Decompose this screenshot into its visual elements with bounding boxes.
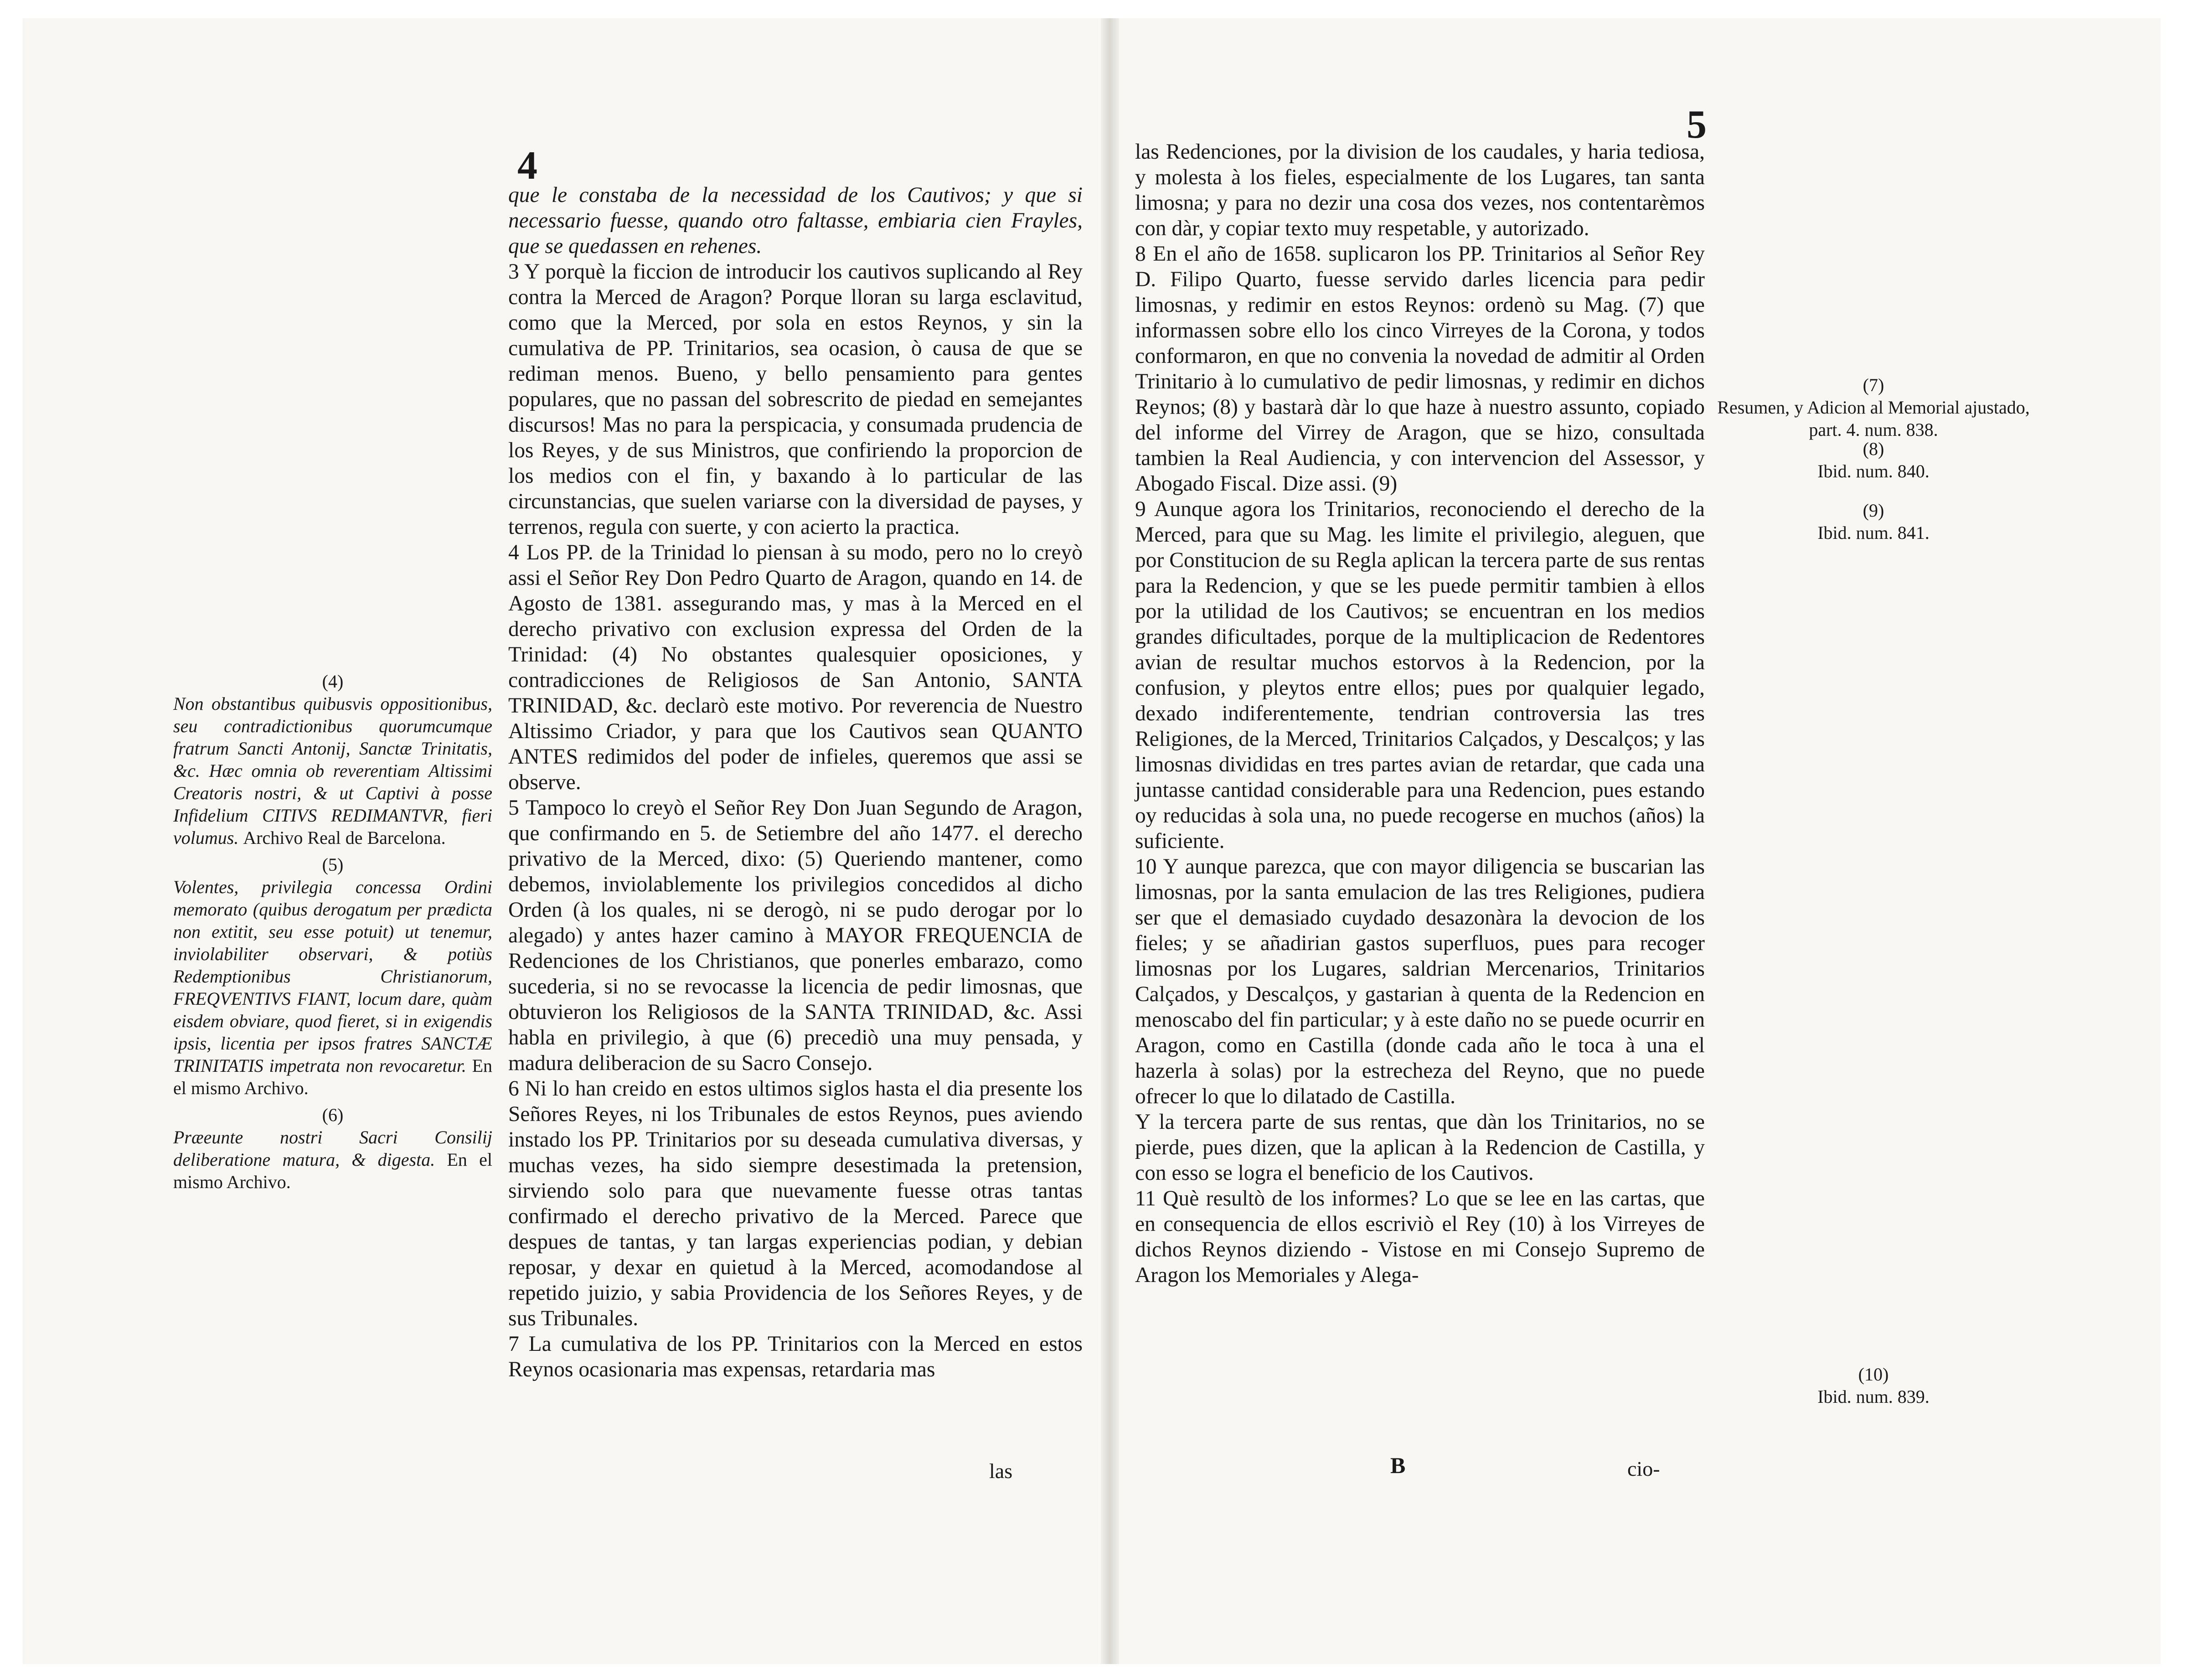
right-note-10 (1705, 1363, 2042, 1408)
paragraph: 5 Tampoco lo creyò el Señor Rey Don Juan Segundo de Aragon, que confirmando en 5. de Setiembre del año 1477. el derecho privativo de la Merced, dixo: (5) Queriendo mantener, como debemos, inviolablemente los privilegios concedidos al dicho Orden (à los quales, ni se derogò, ni se pudo derogar por lo alegado) y antes hazer camino à MAYOR FREQUENCIA de Redenciones de los Christianos, que ponerles embarazo, como sucederia, si no se revocasse la licencia de pedir limosnas, que obtuvieron los Religiosos de la SANTA TRINIDAD, &c. Assi habla en privilegio, à que (6) precediò una muy pensada, y madura deliberacion de su Sacro Consejo. (508, 796, 1083, 1075)
right-note-8 (1705, 438, 2042, 482)
note-label: (5) (322, 854, 344, 875)
paragraph: 3 Y porquè la ficcion de introducir los cautivos suplicando al Rey contra la Merced de Aragon? Porque lloran su larga esclavitud, como que la Merced, por sola en estos Reynos, y sin la cumulativa de PP. Trinitarios, sea ocasion, ò causa de que se rediman menos. Bueno, y bello pensamiento para gentes populares, que no passan del sobrescrito de piedad en semejantes discursos! Mas no para la perspicacia, y consumada prudencia de los Reyes, y de sus Ministros, que confiriendo la proporcion de los medios con el fin, y baxando à lo particular de las circunstancias, que suelen variarse con la diversidad de payses, y terrenos, regula con suerte, y con acierto la practica. (508, 260, 1083, 539)
paragraph: que le constaba de la necessidad de los Cautivos; y que si necessario fuesse, quando otro faltasse, embiaria cien Frayles, que se quedassen en rehenes. (508, 183, 1083, 258)
note-label: (8) (1863, 439, 1884, 459)
paragraph: 8 En el año de 1658. suplicaron los PP. Trinitarios al Señor Rey D. Filipo Quarto, fuesse servido darles licencia para pedir limosnas, y redimir en estos Reynos: ordenò su Mag. (7) que informassen sobre ello los cinco Virreyes de la Corona, y todos conformaron, en que no convenia la novedad de admitir al Orden Trinitario à lo cumulativo de pedir limosnas, y redimir en dichos Reynos; (8) y bastarà dàr lo que haze à nuestro assunto, copiado del informe del Virrey de Aragon, que se hizo, consultada tambien la Real Audiencia, y con intervencion del Assessor, y Abogado Fiscal. Dize assi. (9) (1135, 242, 1705, 496)
paragraph: las Redenciones, por la division de los caudales, y haria tediosa, y molesta à los fieles, especialmente de los Lugares, tan santa limosna; y para no dezir una cosa dos vezes, nos contentarèmos con dàr, y copiar texto muy respetable, y autorizado. (1135, 140, 1705, 240)
note-label: (6) (322, 1105, 344, 1125)
note-text: Præeunte nostri Sacri Consilij deliberatione matura, & digesta. En el mismo Archivo. (173, 1127, 492, 1192)
left-catchword: las (989, 1459, 1013, 1483)
signature-mark: B (1390, 1453, 1406, 1478)
note-label: (4) (322, 671, 344, 692)
note-label: (9) (1863, 500, 1884, 521)
right-note-9 (1705, 499, 2042, 544)
paragraph: 10 Y aunque parezca, que con mayor diligencia se buscarian las limosnas, por la santa emulacion de las tres Religiones, pudiera ser que el demasiado cuydado desazonàra la devocion de los fieles; y se añadirian gastos superfluos, pues para recoger limosnas por los Lugares, saldrian Mercenarios, Trinitarios Calçados, y Descalços, y gastarian à quenta de la Redencion en menoscabo del fin particular; y à este daño no se puede ocurrir en Aragon, como en Castilla (donde cada año le toca à una el hazerla à solas) por la estrecheza del Reyno, que no puede ofrecer lo que lo dilatado de Castilla. (1135, 855, 1705, 1108)
paragraph: 9 Aunque agora los Trinitarios, reconociendo el derecho de la Merced, para que su Mag. les limite el privilegio, aleguen, que por Constitucion de su Regla aplican la tercera parte de sus rentas para la Redencion, y que se les puede permitir tambien à ellos por la utilidad de los Cautivos; se encuentran en los medios grandes dificultades, porque de la multiplicacion de Redentores avian de resultar muchos estorvos à la Redencion, por la confusion, y pleytos entre ellos; pues por qualquier legado, dexado indiferentemente, tendrian controversia las tres Religiones, de la Merced, Trinitarios Calçados, y Descalços; y las limosnas divididas en tres partes avian de retardar, que cada una juntasse cantidad considerable para una Redencion, pues estando oy reducidas à sola una, no puede recogerse en muchos (años) la suficiente. (1135, 497, 1705, 853)
left-margin-notes (173, 670, 492, 1198)
paragraph: 7 La cumulativa de los PP. Trinitarios con la Merced en estos Reynos ocasionaria mas expensas, retardaria mas (508, 1332, 1083, 1381)
paragraph: 11 Què resultò de los informes? Lo que se lee en las cartas, que en consequencia de ellos escriviò el Rey (10) à los Virreyes de dichos Reynos diziendo - Vistose en mi Consejo Supremo de Aragon los Memoriales y Alega- (1135, 1187, 1705, 1287)
paragraph: 4 Los PP. de la Trinidad lo piensan à su modo, pero no lo creyò assi el Señor Rey Don Pedro Quarto de Aragon, quando en 14. de Agosto de 1381. assegurando mas, y mas à la Merced en el derecho privativo con exclusion expressa del Orden de la Trinidad: (4) No obstantes qualesquier oposiciones, y contradicciones de Religiosos de San Antonio, SANTA TRINIDAD, &c. declarò este motivo. Por reverencia de Nuestro Altissimo Criador, y para que los Cautivos sean QUANTO ANTES redimidos del poder de infieles, queremos que assi se observe. (508, 541, 1083, 794)
note-text: Ibid. num. 839. (1817, 1386, 1930, 1407)
right-page-number: 5 (1687, 103, 1707, 147)
note-text: Ibid. num. 841. (1817, 522, 1930, 543)
note-text: Ibid. num. 840. (1817, 461, 1930, 481)
left-page-body (508, 182, 1083, 1382)
book-gutter (1101, 18, 1119, 1664)
note-label: (7) (1863, 375, 1884, 395)
note-text: Non obstantibus quibusvis oppositionibus, seu contradictionibus quorumcumque fratrum Sancti Antonij, Sanctæ Trinitatis, &c. Hæc omnia ob reverentiam Altissimi Creatoris nostri, & ut Captivi à posse Infidelium CITIVS REDIMANTVR, fieri volumus. Archivo Real de Barcelona. (173, 693, 492, 848)
right-page-body (1135, 139, 1705, 1288)
note-text: Resumen, y Adicion al Memorial ajustado, part. 4. num. 838. (1717, 397, 2030, 440)
paragraph: 6 Ni lo han creido en estos ultimos siglos hasta el dia presente los Señores Reyes, ni los Tribunales de estos Reynos, pues aviendo instado los PP. Trinitarios por su deseada cumulativa diversas, y muchas vezes, ha sido siempre desestimada la pretension, sirviendo solo para que nuevamente fuesse otras tantas confirmado el derecho privativo de la Merced. Parece que despues de tantas, y tan largas experiencias podian, y debian reposar, y dexar en quietud à la Merced, acomodandose al repetido juizio, y sabia Providencia de los Señores Reyes, y de sus Tribunales. (508, 1077, 1083, 1330)
note-label: (10) (1858, 1364, 1889, 1385)
left-page-number: 4 (517, 144, 537, 188)
note-text: Volentes, privilegia concessa Ordini memorato (quibus derogatum per prædicta non extitit, seu esse potuit) ut tenemur, inviolabiliter observari, & potiùs Redemptionibus Christianorum, FREQVENTIVS FIANT, locum dare, quàm eisdem obviare, quod fieret, si in exigendis ipsis, licentia per ipsos fratres SANCTÆ TRINITATIS impetrata non revocaretur. En el mismo Archivo. (173, 877, 493, 1098)
right-catchword: cio- (1627, 1457, 1660, 1480)
right-note-7 (1705, 374, 2042, 441)
paragraph: Y la tercera parte de sus rentas, que dàn los Trinitarios, no se pierde, pues dizen, que la aplican à la Redencion de Castilla, y con esso se logra el beneficio de los Cautivos. (1135, 1110, 1705, 1185)
